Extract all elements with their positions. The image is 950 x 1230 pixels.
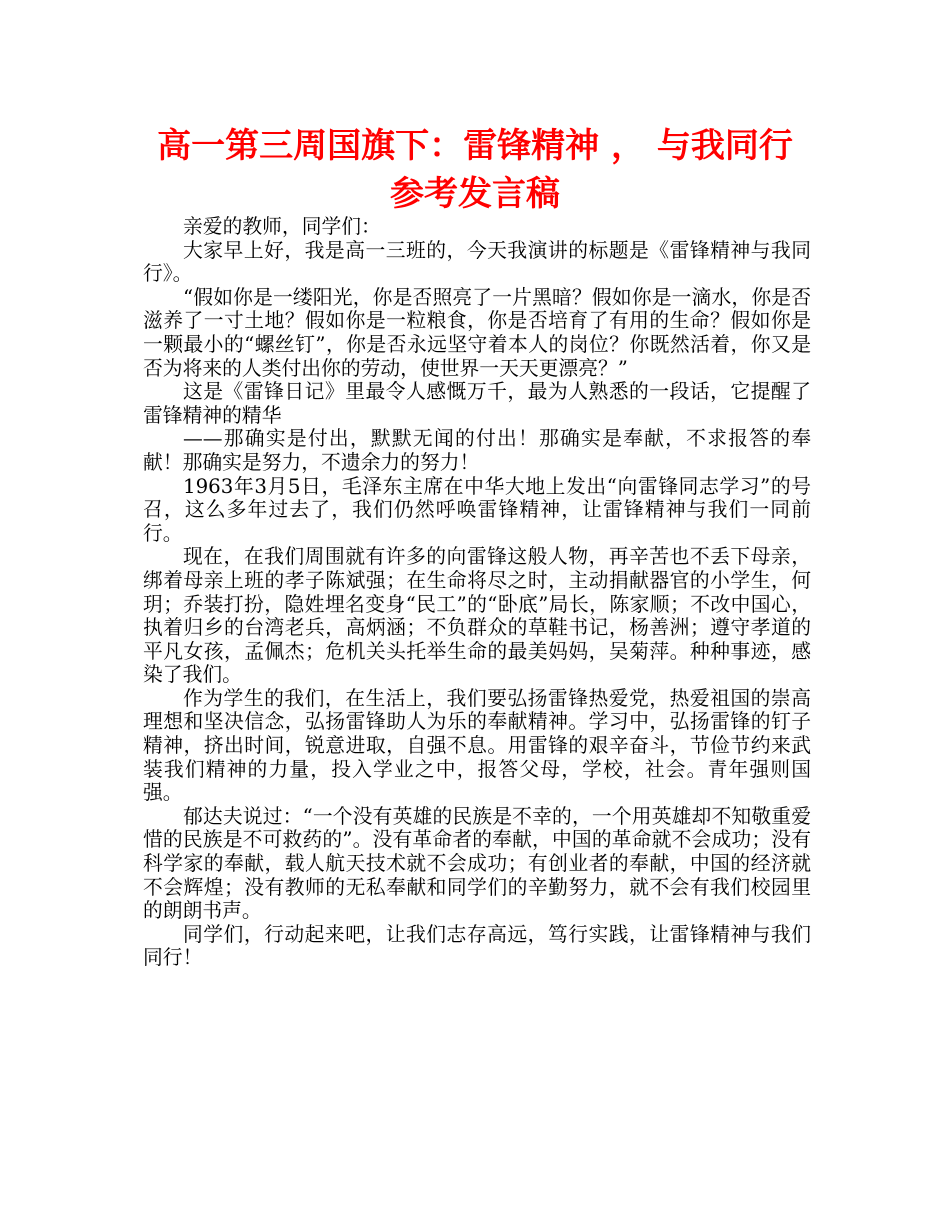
paragraph-diary: 这是《雷锋日记》里最令人感慨万千，最为人熟悉的一段话，它提醒了雷锋精神的精华 xyxy=(143,380,811,427)
paragraph-quote: “假如你是一缕阳光，你是否照亮了一片黑暗？假如你是一滴水，你是否滋养了一寸土地？假如你是一粒粮食，你是否培育了有用的生命？假如你是一颗最小的“螺丝钉”，你是否永远坚守着本人的岗位？你既然活着，你又是否为将来的人类付出你的劳动，使世界一天天更漂亮？” xyxy=(143,285,811,380)
paragraph-essence: ——那确实是付出，默默无闻的付出！那确实是奉献，不求报答的奉献！那确实是努力，不遗余力的努力！ xyxy=(143,427,811,474)
paragraph-heroes: 郁达夫说过：“一个没有英雄的民族是不幸的，一个用英雄却不知敬重爱惜的民族是不可救药的”。没有革命者的奉献，中国的革命就不会成功；没有科学家的奉献，载人航天技术就不会成功；有创业者的奉献，中国的经济就不会辉煌；没有教师的无私奉献和同学们的辛勤努力，就不会有我们校园里的朗朗书声。 xyxy=(143,804,811,923)
paragraph-students: 作为学生的我们，在生活上，我们要弘扬雷锋热爱党，热爱祖国的崇高理想和坚决信念，弘扬雷锋助人为乐的奉献精神。学习中，弘扬雷锋的钉子精神，挤出时间，锐意进取，自强不息。用雷锋的艰辛奋斗，节俭节约来武装我们精神的力量，投入学业之中，报答父母，学校，社会。青年强则国强。 xyxy=(143,686,811,805)
paragraph-history: 1963年3月5日，毛泽东主席在中华大地上发出“向雷锋同志学习”的号召，这么多年过去了，我们仍然呼唤雷锋精神，让雷锋精神与我们一同前行。 xyxy=(143,474,811,545)
paragraph-greeting: 亲爱的教师，同学们： xyxy=(183,215,381,238)
paragraph-intro: 大家早上好，我是高一三班的，今天我演讲的标题是《雷锋精神与我同行》。 xyxy=(143,238,811,286)
document-body xyxy=(143,215,811,970)
document-subtitle: 参考发言稿 xyxy=(390,174,560,214)
document-title: 高一第三周国旗下：雷锋精神 ， 与我同行 xyxy=(157,126,793,166)
paragraph-closing: 同学们，行动起来吧，让我们志存高远，笃行实践，让雷锋精神与我们同行！ xyxy=(143,922,811,970)
paragraph-examples: 现在，在我们周围就有许多的向雷锋这般人物，再辛苦也不丢下母亲，绑着母亲上班的孝子陈斌强；在生命将尽之时，主动捐献器官的小学生，何玥；乔装打扮，隐姓埋名变身“民工”的“卧底”局长，陈家顺；不改中国心，执着归乡的台湾老兵，高炳涵；不负群众的草鞋书记，杨善洲；遵守孝道的平凡女孩，孟佩杰；危机关头托举生命的最美妈妈，吴菊萍。种种事迹，感染了我们。 xyxy=(143,545,811,687)
